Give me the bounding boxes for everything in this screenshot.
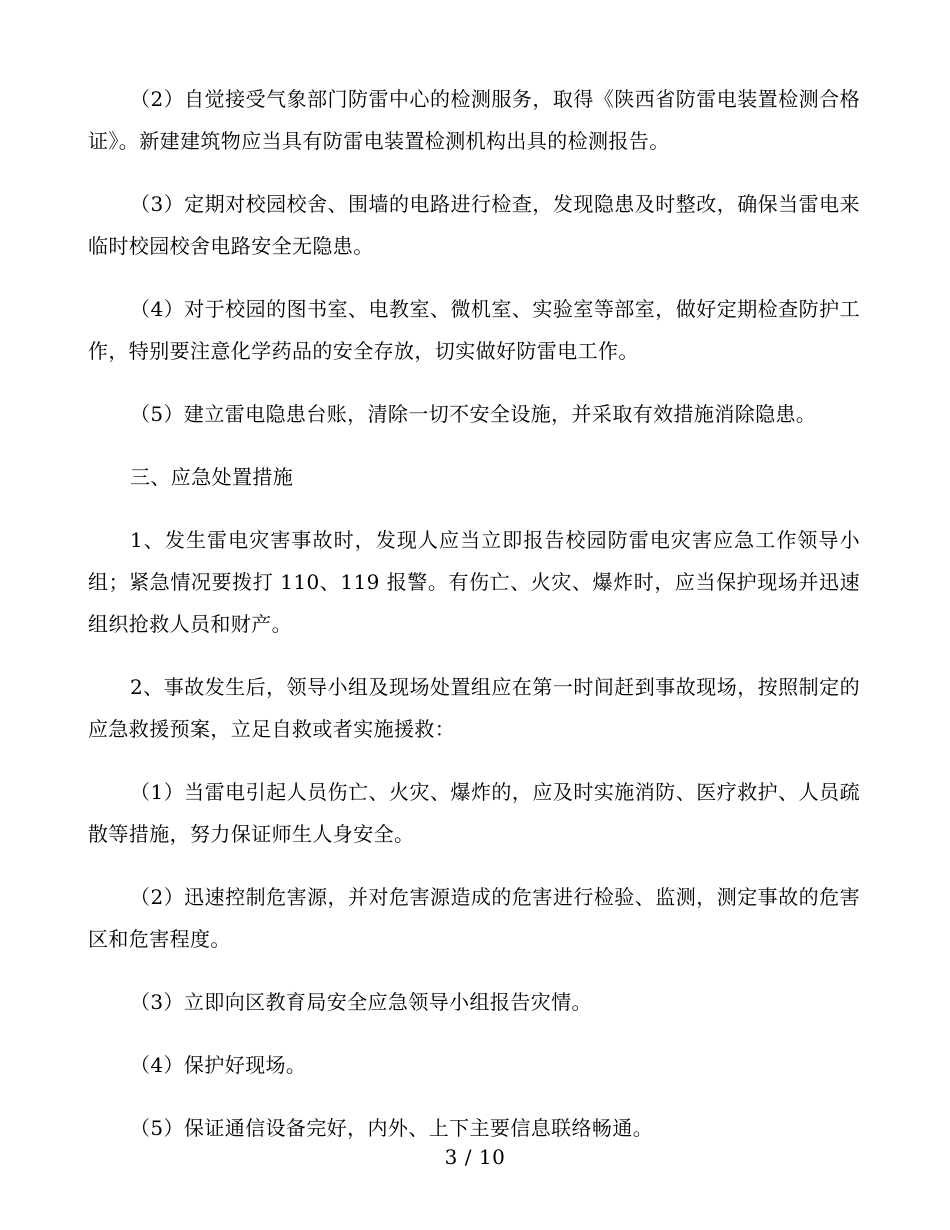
paragraph-room-protection: （4）对于校园的图书室、电教室、微机室、实验室等部室，做好定期检查防护工作，特别要注意化学药品的安全存放，切实做好防雷电工作。 xyxy=(88,297,860,363)
paragraph-report-disaster: （3）立即向区教育局安全应急领导小组报告灾情。 xyxy=(130,990,592,1014)
paragraph-accident-reporting: 1、发生雷电灾害事故时，发现人应当立即报告校园防雷电灾害应急工作领导小组；紧急情况要拨打 110、119 报警。有伤亡、火灾、爆炸时，应当保护现场并迅速组织抢救人员和财产。 xyxy=(88,528,860,636)
document-body xyxy=(88,78,860,1170)
paragraph-circuit-inspection: （3）定期对校园校舍、围墙的电路进行检查，发现隐患及时整改，确保当雷电来临时校园校舍电路安全无隐患。 xyxy=(88,192,860,258)
paragraph-after-accident: 2、事故发生后，领导小组及现场处置组应在第一时间赶到事故现场，按照制定的应急救援预案，立足自救或者实施援救： xyxy=(88,675,860,741)
page-number: 3 / 10 xyxy=(444,1145,506,1169)
paragraph-lightning-detection-service: （2）自觉接受气象部门防雷中心的检测服务，取得《陕西省防雷电装置检测合格证》。新建建筑物应当具有防雷电装置检测机构出具的检测报告。 xyxy=(88,87,860,153)
paragraph-control-hazard-source: （2）迅速控制危害源，并对危害源造成的危害进行检验、监测，测定事故的危害区和危害程度。 xyxy=(88,885,860,951)
section-heading-emergency-measures: 三、应急处置措施 xyxy=(130,465,294,489)
paragraph-protect-scene: （4）保护好现场。 xyxy=(130,1053,307,1077)
paragraph-hazard-ledger: （5）建立雷电隐患台账，清除一切不安全设施，并采取有效措施消除隐患。 xyxy=(130,402,817,426)
paragraph-communication: （5）保证通信设备完好，内外、上下主要信息联络畅通。 xyxy=(130,1116,654,1140)
paragraph-casualty-response: （1）当雷电引起人员伤亡、火灾、爆炸的，应及时实施消防、医疗救护、人员疏散等措施，努力保证师生人身安全。 xyxy=(88,780,860,846)
